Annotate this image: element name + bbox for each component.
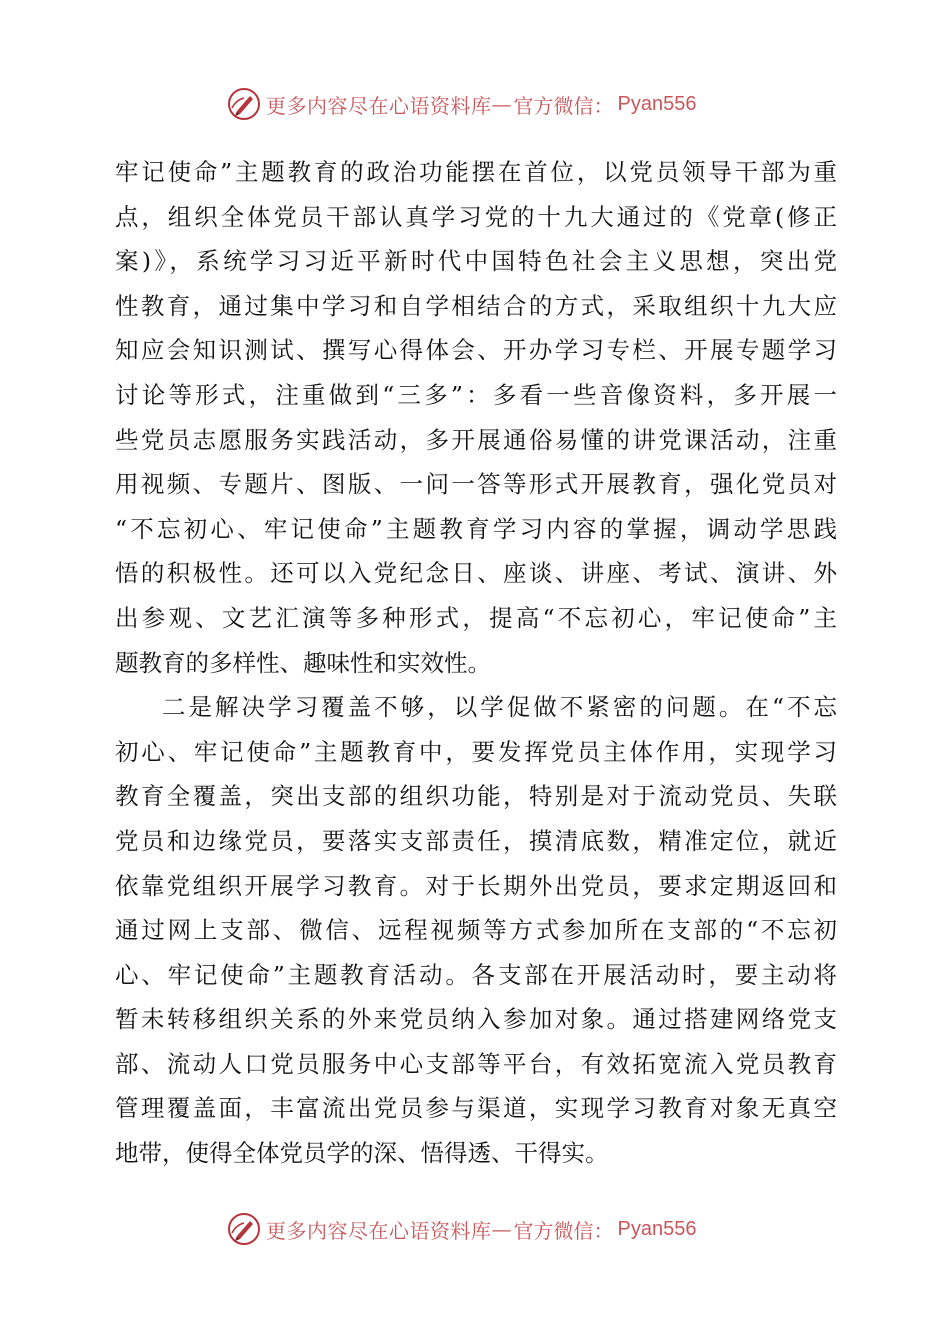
text-line: 二是解决学习覆盖不够，以学促做不紧密的问题。在“不忘 [162, 693, 837, 722]
text-line: 出参观、文艺汇演等多种形式，提高“不忘初心，牢记使命”主 [115, 603, 837, 632]
footer-watermark [226, 1209, 696, 1249]
watermark-text: 更多内容尽在心语资料库 [266, 93, 492, 118]
watermark-separator: — [491, 1217, 512, 1241]
watermark-wechat-id: Pyan556 [617, 92, 697, 115]
watermark-wechat-id: Pyan556 [617, 1217, 697, 1240]
text-line: 些党员志愿服务实践活动，多开展通俗易懂的讲党课活动，注重 [115, 425, 837, 454]
text-line: 管理覆盖面，丰富流出党员参与渠道，实现学习教育对象无真空 [115, 1094, 837, 1123]
text-line: 党员和边缘党员，要落实支部责任，摸清底数，精准定位，就近 [115, 826, 837, 855]
document-body [115, 150, 837, 1176]
text-line: 部、流动人口党员服务中心支部等平台，有效拓宽流入党员教育 [115, 1049, 837, 1078]
text-line: 初心、牢记使命”主题教育中，要发挥党员主体作用，实现学习 [115, 737, 837, 766]
text-line: 暂未转移组织关系的外来党员纳入参加对象。通过搭建网络党支 [115, 1005, 837, 1034]
text-line: 教育全覆盖，突出支部的组织功能，特别是对于流动党员、失联 [115, 782, 837, 811]
text-line: 案)》，系统学习习近平新时代中国特色社会主义思想，突出党 [115, 247, 837, 276]
text-line: 悟的积极性。还可以入党纪念日、座谈、讲座、考试、演讲、外 [115, 559, 837, 588]
text-line: 题教育的多样性、趣味性和实效性。 [115, 648, 491, 677]
watermark-wechat-label: 官方微信： [513, 93, 614, 118]
text-line: 用视频、专题片、图版、一问一答等形式开展教育，强化党员对 [115, 470, 837, 499]
text-line: 牢记使命”主题教育的政治功能摆在首位，以党员领导干部为重 [115, 158, 837, 186]
header-watermark [226, 84, 696, 124]
watermark-separator: — [491, 92, 512, 116]
text-line: 地带，使得全体党员学的深、悟得透、干得实。 [115, 1139, 609, 1168]
text-line: 知应会知识测试、撰写心得体会、开办学习专栏、开展专题学习 [115, 336, 837, 365]
text-line: 通过网上支部、微信、远程视频等方式参加所在支部的“不忘初 [115, 916, 837, 945]
text-line: 点，组织全体党员干部认真学习党的十九大通过的《党章(修正 [115, 202, 837, 231]
text-line: 依靠党组织开展学习教育。对于长期外出党员，要求定期返回和 [115, 871, 837, 900]
text-line: “不忘初心、牢记使命”主题教育学习内容的掌握，调动学思践 [115, 514, 837, 543]
pen-nib-logo-icon [226, 1211, 262, 1247]
text-line: 性教育，通过集中学习和自学相结合的方式，采取组织十九大应 [115, 291, 837, 320]
pen-nib-logo-icon [226, 86, 262, 122]
watermark-wechat-label: 官方微信： [513, 1218, 614, 1243]
text-line: 心、牢记使命”主题教育活动。各支部在开展活动时，要主动将 [115, 960, 837, 989]
watermark-text: 更多内容尽在心语资料库 [266, 1218, 492, 1243]
text-line: 讨论等形式，注重做到“三多”：多看一些音像资料，多开展一 [115, 380, 837, 409]
